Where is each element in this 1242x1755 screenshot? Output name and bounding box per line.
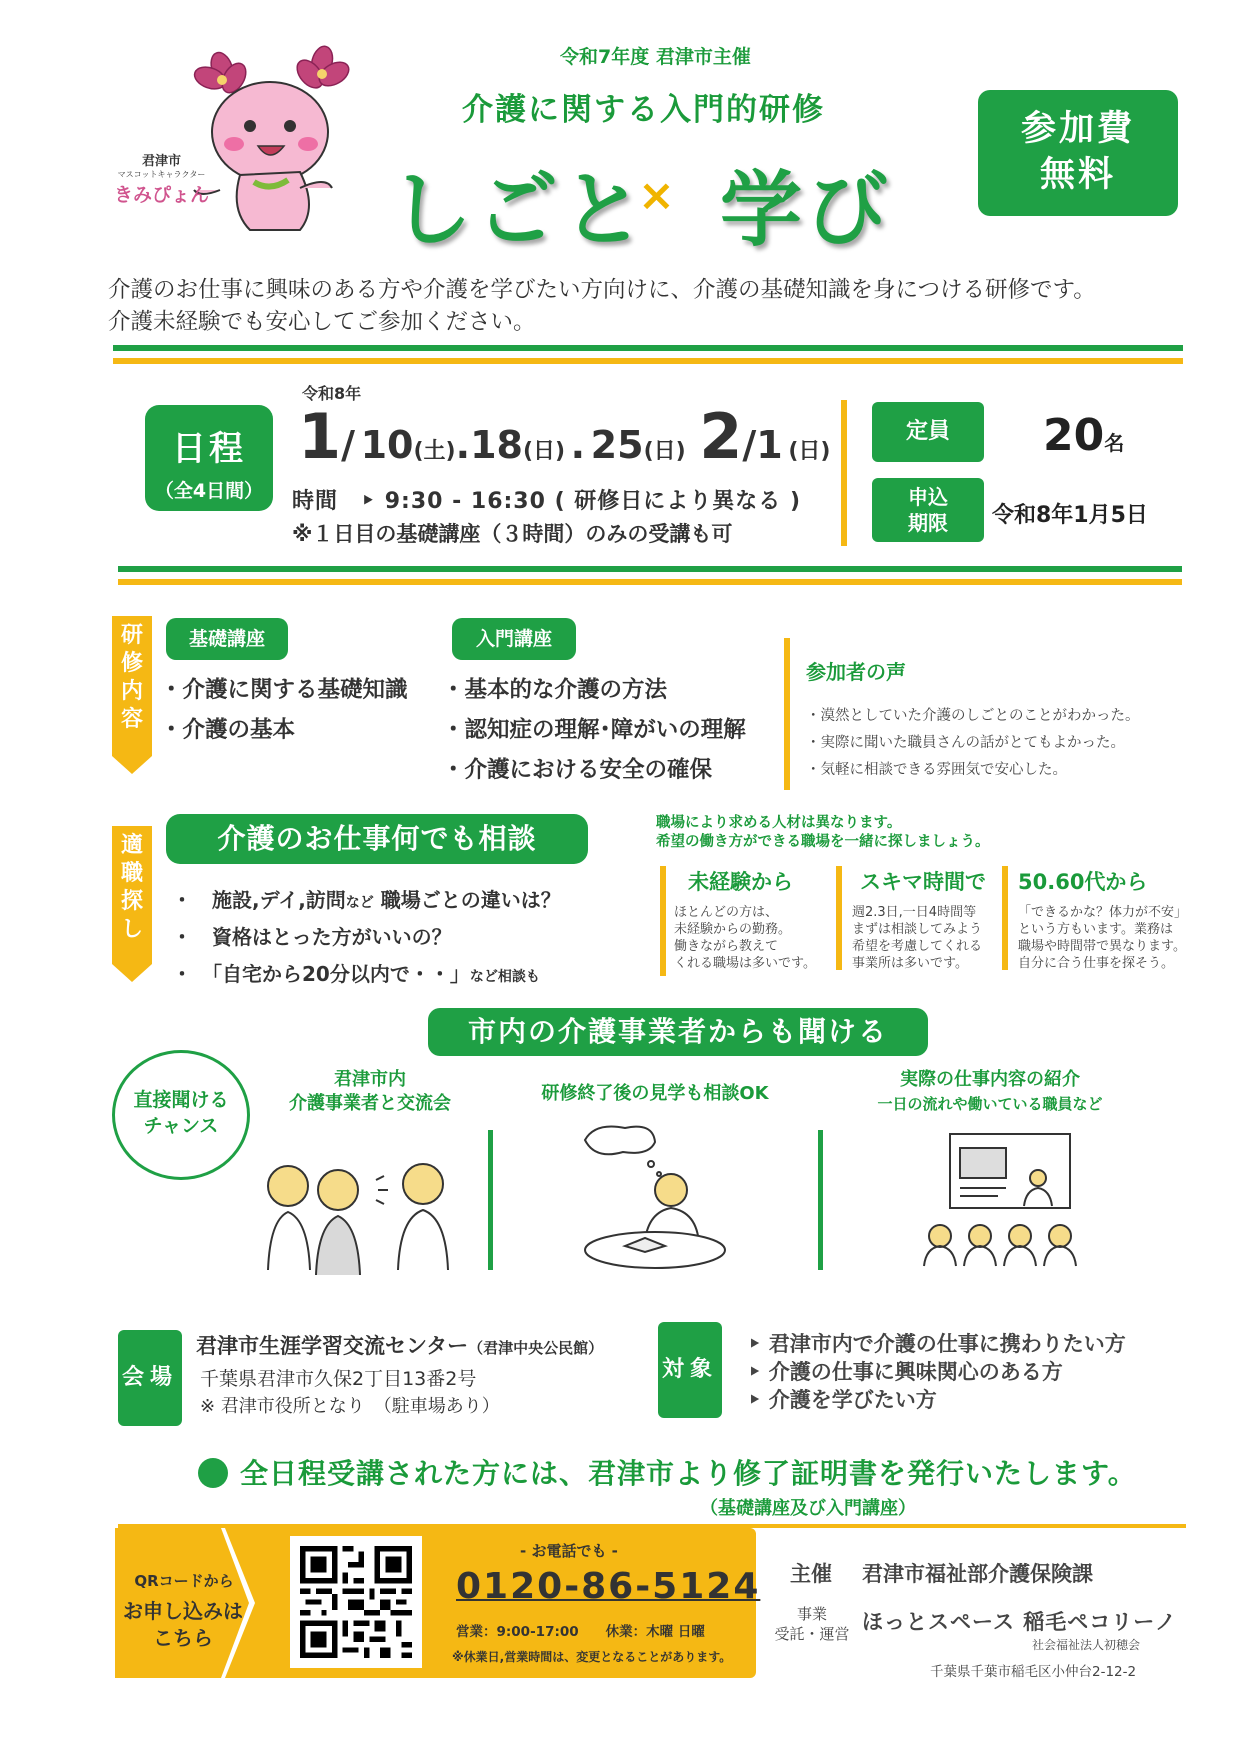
date-month-1: 1	[298, 400, 342, 473]
intro-course-item: ・認知症の理解･障がいの理解	[442, 717, 746, 743]
capacity-value	[1043, 410, 1124, 461]
venue-address: 千葉県君津市久保2丁目13番2号	[200, 1368, 477, 1390]
voice-item: ・実際に聞いた職員さんの話がとてもよかった。	[806, 735, 1125, 751]
job-col-bar-3	[1002, 866, 1008, 970]
course-tab-char: 研	[120, 623, 143, 648]
schedule-label: 日程	[172, 429, 246, 469]
consult-item-small: など	[345, 895, 374, 911]
schedule-time: 時間 ‣ 9:30 - 16:30 ( 研修日により異なる )	[292, 489, 802, 514]
course-tab-char: 容	[120, 707, 143, 732]
title-manabi: 学び	[720, 163, 893, 258]
job-tab-char: 職	[120, 861, 143, 886]
consult-item-text: ・ 施設,デイ,訪問	[172, 888, 346, 912]
venue-note: ※ 君津市役所となり （駐車場あり）	[200, 1396, 500, 1417]
operator-name: ほっとスペース 稲毛ペコリーノ	[862, 1610, 1177, 1634]
deadline-value: 令和8年1月5日	[992, 503, 1148, 528]
job-col-line: 事業所は多いです。	[852, 956, 968, 971]
job-tab-char: し	[120, 917, 143, 942]
voices-divider	[784, 638, 790, 790]
job-col-line: 「できるかな？体力が不安」	[1018, 905, 1188, 920]
qr-caption-2	[120, 1598, 246, 1652]
job-col-head: 50.60代から	[1018, 870, 1148, 894]
divider-green-mid	[118, 566, 1182, 572]
date-weekday-2: (日)	[522, 439, 566, 464]
schedule-divider	[841, 400, 847, 546]
job-col-body	[852, 904, 986, 972]
mascot-role: マスコットキャラクター	[117, 170, 206, 179]
date-weekday-3: (日)	[643, 439, 686, 464]
bullet-dot-icon	[198, 1458, 228, 1488]
date-day-10: 10	[360, 423, 414, 467]
intro-line-1: 介護のお仕事に興味のある方や介護を学びたい方向けに、介護の基礎知識を身につける研修です。	[108, 277, 1096, 303]
sponsor-text: 令和7年度 君津市主催	[560, 46, 751, 68]
title-shigoto: しごと	[390, 163, 649, 258]
target-item: ‣ 介護の仕事に興味関心のある方	[748, 1360, 1063, 1384]
date-sep-2: .	[570, 423, 586, 467]
job-col-line: という方もいます。業務は	[1018, 922, 1173, 937]
capacity-number: 20	[1043, 410, 1105, 461]
intro-course-list	[442, 672, 746, 792]
tel-label: - お電話でも -	[520, 1542, 618, 1560]
job-note-1: 職場により求める人材は異なります。	[656, 815, 902, 831]
course-tab	[112, 616, 152, 756]
date-sep-1: .	[455, 423, 471, 467]
mascot-caption	[114, 150, 209, 207]
host-name: 君津市福祉部介護保険課	[862, 1562, 1093, 1586]
chance-line: 直接聞ける	[133, 1089, 229, 1111]
intro-course-item: ・基本的な介護の方法	[442, 677, 668, 703]
job-col-line: 希望を考慮してくれる	[852, 939, 983, 954]
job-col-line: まずは相談してみよう	[852, 922, 983, 937]
providers-divider-2	[818, 1130, 823, 1270]
consult-list	[172, 884, 561, 995]
mascot-illustration	[150, 40, 350, 240]
job-col-body	[674, 904, 816, 972]
consult-item-text: ・ 資格はとった方がいいの？	[172, 925, 452, 949]
venue-name-sub: （君津中央公民館）	[468, 1339, 604, 1357]
capacity-unit: 名	[1104, 431, 1125, 455]
schedule-days: （全4日間）	[154, 480, 264, 502]
divider-yellow-mid	[118, 579, 1182, 585]
course-tab-char: 修	[120, 651, 143, 676]
job-col-body	[1018, 904, 1187, 972]
page-subtitle: 介護に関する入門的研修	[462, 92, 825, 128]
job-col-line: 週2.3日,一日4時間等	[852, 905, 977, 920]
operator-label-line: 受託・運営	[774, 1625, 850, 1643]
voice-item: ・気軽に相談できる雰囲気で安心した。	[806, 762, 1067, 778]
mascot-name: きみぴょん	[114, 184, 210, 206]
date-slash-1: /	[341, 423, 356, 467]
consult-item-small: など相談も	[469, 969, 540, 985]
job-col-bar-2	[836, 866, 842, 970]
job-note-2: 希望の働き方ができる職場を一緒に探しましょう。	[656, 834, 990, 850]
consult-item	[172, 958, 561, 995]
job-col-spare-time	[852, 866, 986, 972]
basic-course-item: ・介護に関する基礎知識	[160, 677, 408, 703]
job-col-inexperienced	[674, 866, 816, 972]
basic-course-label: 基礎講座	[166, 618, 288, 660]
job-tab-char: 探	[120, 889, 143, 914]
venue-name-main: 君津市生涯学習交流センター	[196, 1334, 469, 1358]
consult-item	[172, 921, 561, 958]
qr-caption-1: QRコードから	[134, 1572, 234, 1590]
providers-col-sub: 一日の流れや働いている職員など	[877, 1095, 1103, 1113]
job-col-line: 自分に合う仕事を探そう。	[1018, 956, 1175, 971]
job-col-senior	[1018, 866, 1187, 972]
thinking-person-illustration	[575, 1120, 735, 1274]
job-col-line: 未経験からの勤務。	[674, 922, 792, 937]
voices-list	[806, 704, 1140, 785]
job-note	[656, 814, 990, 852]
date-day-25: 25	[590, 423, 644, 467]
job-tab	[112, 826, 152, 964]
date-slash-2: /	[742, 423, 757, 467]
date-day-1: 1	[756, 423, 783, 467]
divider-green-top	[113, 345, 1183, 351]
fee-label: 参加費	[1020, 109, 1135, 149]
date-day-18: 18	[470, 423, 523, 467]
basic-course-list	[160, 672, 408, 752]
mascot-city: 君津市	[141, 154, 181, 169]
job-tab-char: 適	[120, 833, 143, 858]
presentation-illustration	[920, 1128, 1080, 1272]
business-hours	[456, 1620, 705, 1640]
schedule-dates	[298, 400, 830, 473]
title-cross: ×	[638, 170, 675, 221]
host-label: 主催	[790, 1562, 832, 1586]
certificate-sub: （基礎講座及び入門講座）	[700, 1498, 916, 1519]
intro-course-item: ・介護における安全の確保	[442, 757, 713, 783]
job-col-head: スキマ時間で	[860, 870, 986, 894]
operator-address: 千葉県千葉市稲毛区小仲台2-12-2	[930, 1664, 1137, 1680]
job-col-line: 職場や時間帯で異なります。	[1018, 939, 1186, 954]
fee-value: 無料	[1039, 155, 1116, 195]
capacity-label: 定員	[872, 402, 984, 462]
qr-code[interactable]	[290, 1536, 422, 1668]
course-tab-char: 内	[120, 679, 143, 704]
providers-col-exchange	[270, 1068, 470, 1116]
consult-item	[172, 884, 561, 921]
operator-label-line: 事業	[796, 1605, 827, 1623]
date-weekday-1: (土)	[413, 439, 456, 464]
qr-caption-line: こちら	[153, 1626, 213, 1650]
consult-item-text: ・ 「自宅から20分以内で・・」	[172, 962, 470, 986]
schedule-era: 令和8年	[302, 384, 362, 403]
operator-label	[768, 1604, 856, 1644]
deadline-label	[872, 478, 984, 542]
venue-name	[196, 1330, 603, 1360]
venue-label: 会場	[118, 1330, 182, 1426]
target-item: ‣ 君津市内で介護の仕事に携わりたい方	[748, 1332, 1126, 1356]
qr-caption-line: お申し込みは	[123, 1599, 243, 1623]
chance-circle	[112, 1050, 250, 1180]
fee-badge	[978, 90, 1178, 216]
people-talking-illustration	[258, 1150, 468, 1284]
job-col-line: ほとんどの方は、	[674, 905, 779, 920]
voice-item: ・漠然としていた介護のしごとのことがわかった。	[806, 708, 1140, 724]
providers-divider-1	[488, 1130, 493, 1270]
intro-line-2: 介護未経験でも安心してご参加ください。	[108, 309, 536, 335]
hours-note: ※休業日,営業時間は、変更となることがあります。	[452, 1650, 732, 1664]
providers-col-line: 介護事業者と交流会	[289, 1093, 451, 1114]
holiday-text: 休業：木曜 日曜	[605, 1624, 705, 1640]
providers-col-line: 君津市内	[334, 1069, 406, 1090]
consult-title: 介護のお仕事何でも相談	[166, 814, 588, 864]
target-item: ‣ 介護を学びたい方	[748, 1388, 937, 1412]
target-list	[748, 1328, 1126, 1412]
intro-course-label: 入門講座	[452, 618, 576, 660]
job-col-line: くれる職場は多いです。	[674, 956, 816, 971]
deadline-label-2: 期限	[908, 511, 948, 535]
voices-title: 参加者の声	[806, 660, 906, 684]
divider-yellow-top	[113, 358, 1183, 364]
providers-title: 市内の介護事業者からも聞ける	[428, 1008, 928, 1056]
providers-col-intro	[860, 1068, 1120, 1116]
certificate-text: 全日程受講された方には、君津市より修了証明書を発行いたします。	[240, 1457, 1137, 1490]
hours-text: 営業：9:00-17:00	[456, 1624, 579, 1640]
schedule-note: ※１日目の基礎講座（３時間）のみの受講も可	[292, 522, 733, 546]
basic-course-item: ・介護の基本	[160, 717, 296, 743]
chance-line: チャンス	[143, 1115, 219, 1137]
schedule-badge	[145, 405, 273, 511]
providers-col-visit: 研修終了後の見学も相談OK	[541, 1083, 769, 1104]
intro-text	[108, 274, 1198, 338]
deadline-label-1: 申込	[908, 485, 948, 509]
job-col-bar-1	[660, 866, 666, 976]
providers-col-title: 実際の仕事内容の紹介	[900, 1069, 1080, 1090]
date-weekday-4: (日)	[788, 439, 831, 464]
target-label: 対象	[658, 1322, 722, 1418]
date-month-2: 2	[699, 400, 743, 473]
phone-number[interactable]: 0120-86-5124	[456, 1566, 761, 1607]
operator-corporation: 社会福祉法人初穂会	[1032, 1638, 1141, 1652]
consult-item-rest: 職場ごとの違いは？	[373, 888, 561, 912]
job-col-line: 働きながら教えて	[674, 939, 779, 954]
job-col-head: 未経験から	[688, 870, 793, 894]
